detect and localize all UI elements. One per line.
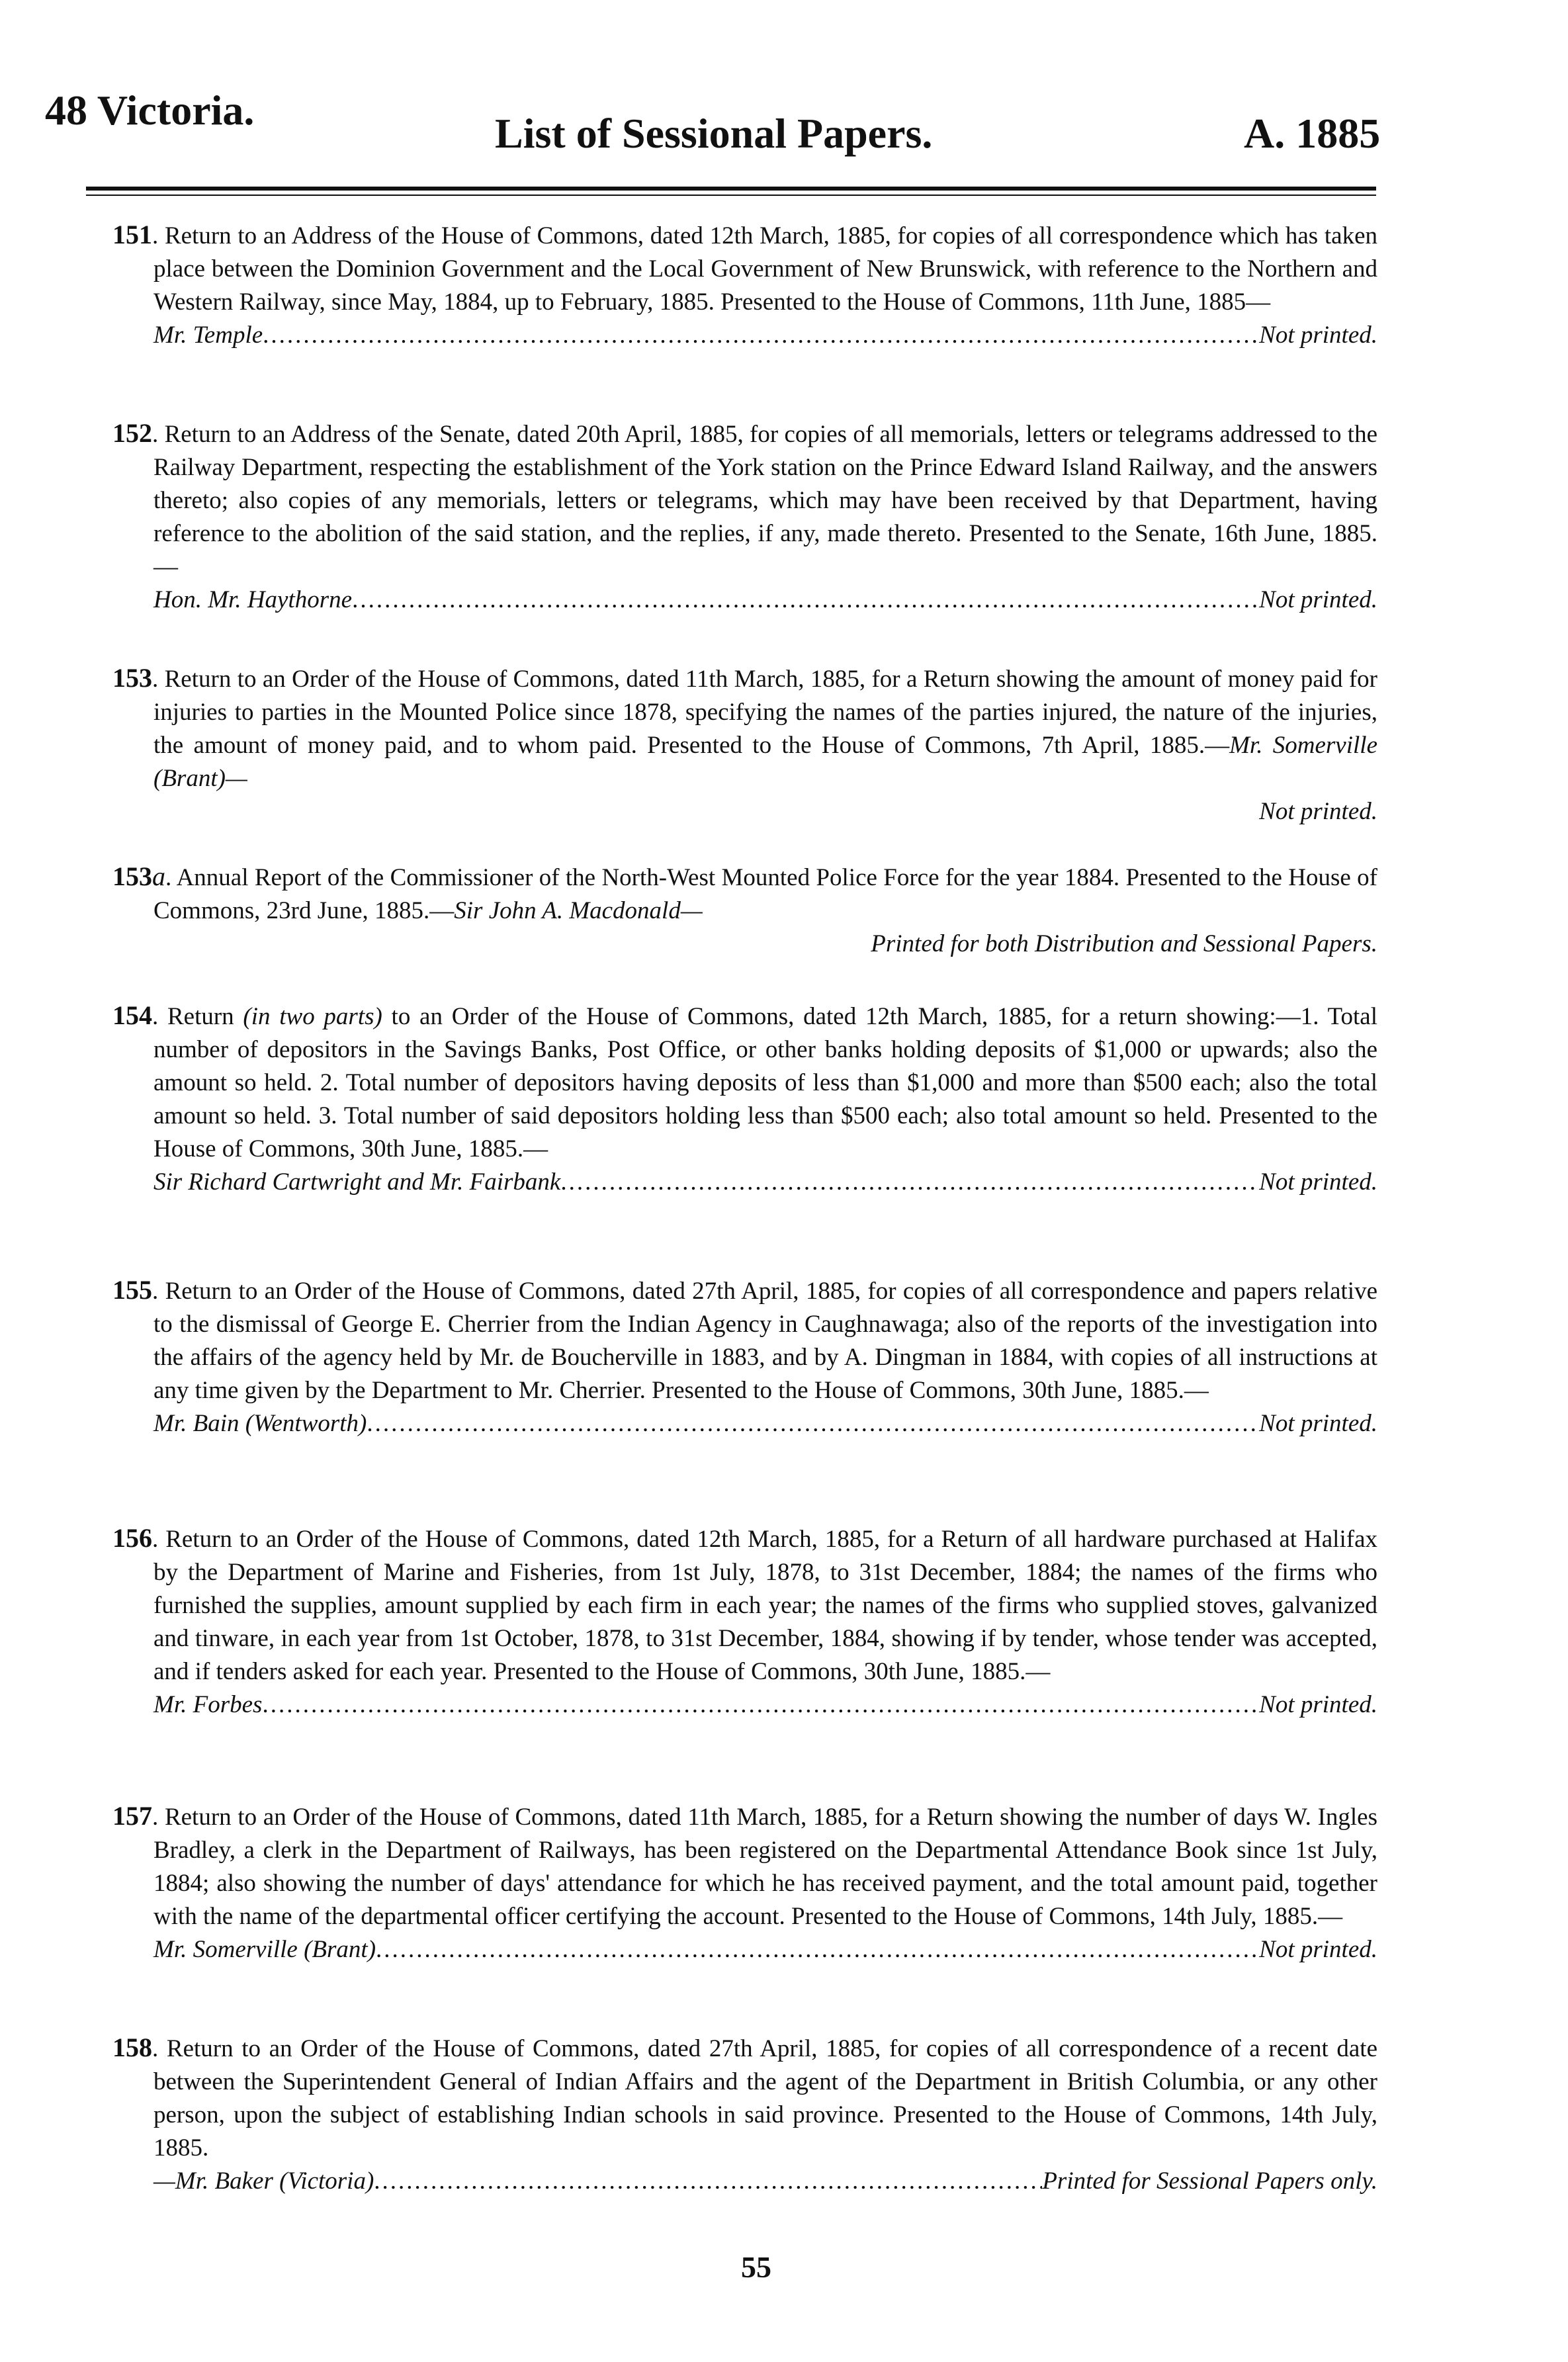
entry-parts-note: (in two parts): [243, 1003, 382, 1030]
entry-number-suffix: a: [152, 861, 165, 891]
entry-body: Return to an Address of the Senate, dated 20th April, 1885, for copies of all memorials, letters or telegrams addressed to the Railway Department, respecting the establishment of the York station on the Prince Edward Island Railway, and the answers thereto; also copies of any memorials, letters or telegrams, which may have been received by that Department, having reference to the abolition of the said station, and the replies, if any, made thereto. Presented to the Senate, 16th June, 1885.—: [153, 421, 1378, 580]
entry-footer: [153, 1933, 1377, 1966]
entry-number: 154: [112, 1000, 152, 1030]
entry-156: [112, 1522, 1377, 1722]
entry-body: Return to an Order of the House of Commons, dated 11th March, 1885, for a Return showing the amount of money paid for injuries to parties in the Mounted Police since 1878, specifying the names of the parties injured, the nature of the injuries, the amount of money paid, and to whom paid. Presented to the House of Commons, 7th April, 1885.—: [153, 666, 1378, 759]
entry-body: Annual Report of the Commissioner of the North-West Mounted Police Force for the year 1884. Presented to the House of Commons, 23rd June, 1885.—: [153, 864, 1377, 924]
leader-dots: [560, 1166, 1259, 1199]
entry-155: [112, 1274, 1378, 1440]
entry-footer: [153, 584, 1377, 617]
entry-footer: [153, 1688, 1377, 1722]
entry-text: 154. Return (in two parts) to an Order of the House of Commons, dated 12th March, 1885, for a return showing:—1. Total number of depositors in the Savings Banks, Post Office, or other banks holding deposits of $1,000 or upwards; also the amount so held. 2. Total number of depositors having deposits of less than $1,000 and more than $500 each; also the total amount so held. 3. Total number of said depositors holding less than $500 each; also total amount so held. Presented to the House of Commons, 30th June, 1885.—: [112, 1000, 1378, 1162]
entry-number: 152: [112, 418, 152, 448]
entry-158: [112, 2031, 1377, 2198]
entry-footer: [153, 319, 1377, 352]
leader-dots: [374, 2165, 1042, 2198]
entry-text: 151. Return to an Address of the House of Commons, dated 12th March, 1885, for copies of all correspondence which has taken place between the Dominion Government and the Local Government of New Brunswick, with reference to the Northern and Western Railway, since May, 1884, up to February, 1885. Presented to the House of Commons, 11th June, 1885—: [112, 220, 1378, 316]
entry-footer: [153, 928, 1377, 961]
entry-status: Printed for Sessional Papers only.: [1042, 2167, 1377, 2195]
entry-mover: —Mr. Baker (Victoria): [153, 2167, 374, 2195]
entry-status: Not printed.: [1259, 798, 1377, 825]
header-title: List of Sessional Papers.: [495, 110, 933, 157]
entry-footer: [153, 795, 1377, 828]
entry-status: Not printed.: [1259, 1691, 1377, 1718]
entry-status: Not printed.: [1259, 1168, 1377, 1196]
entry-mover: Mr. Temple: [153, 322, 263, 349]
entry-text: 153a. Annual Report of the Commissioner of the North-West Mounted Police Force for the year 1884. Presented to the House of Commons, 23rd June, 1885.—Sir John A. Macdonald—: [112, 861, 1377, 924]
entry-status: Not printed.: [1259, 1410, 1377, 1437]
entry-mover: Mr. Bain (Wentworth): [153, 1410, 367, 1437]
entry-footer: [153, 1166, 1377, 1199]
entry-number: 158: [112, 2033, 152, 2062]
entry-mover: Sir Richard Cartwright and Mr. Fairbank: [153, 1168, 561, 1196]
entry-body: Return to an Order of the House of Commons, dated 12th March, 1885, for a Return of all hardware purchased at Halifax by the Department of Marine and Fisheries, from 1st July, 1878, to 31st December, 1884; the names of the firms who furnished the supplies, amount supplied by each firm in each year; the names of the firms who supplied stoves, galvanized and tinware, in each year from 1st October, 1878, to 31st December, 1884, showing if by tender, whose tender was accepted, and if tenders asked for each year. Presented to the House of Commons, 30th June, 1885.—: [153, 1526, 1377, 1685]
entry-status: Not printed.: [1259, 1936, 1377, 1963]
entry-154: [112, 999, 1378, 1199]
entry-number: 155: [112, 1275, 152, 1305]
entry-text: 158. Return to an Order of the House of Commons, dated 27th April, 1885, for copies of all correspondence of a recent date between the Superintendent General of Indian Affairs and the agent of the Department in British Columbia, or any other person, upon the subject of establishing Indian schools in said province. Presented to the House of Commons, 14th July, 1885.: [112, 2033, 1377, 2162]
leader-dots: [367, 1407, 1259, 1440]
entry-body: to an Order of the House of Commons, dated 12th March, 1885, for a return showing:—1. Total number of depositors in the Savings Banks, Post Office, or other banks holding deposits of $1,000 or upwards; also the amount so held. 2. Total number of depositors having deposits of less than $1,000 and more than $500 each; also the total amount so held. 3. Total number of said depositors holding less than $500 each; also total amount so held. Presented to the House of Commons, 30th June, 1885.—: [153, 1003, 1378, 1162]
entry-footer: [153, 1407, 1377, 1440]
entry-151: [112, 218, 1378, 352]
entry-text: 153. Return to an Order of the House of Commons, dated 11th March, 1885, for a Return showing the amount of money paid for injuries to parties in the Mounted Police since 1878, specifying the names of the parties injured, the nature of the injuries, the amount of money paid, and to whom paid. Presented to the House of Commons, 7th April, 1885.—Mr. Somerville (Brant)—: [112, 663, 1378, 792]
entry-text: 155. Return to an Order of the House of Commons, dated 27th April, 1885, for copies of all correspondence and papers relative to the dismissal of George E. Cherrier from the Indian Agency in Caughnawaga; also of the reports of the investigation into the affairs of the agency held by Mr. de Boucherville in 1883, and by A. Dingman in 1884, with copies of all instructions at any time given by the Department to Mr. Cherrier. Presented to the House of Commons, 30th June, 1885.—: [112, 1275, 1378, 1404]
entry-text: 156. Return to an Order of the House of Commons, dated 12th March, 1885, for a Return of all hardware purchased at Halifax by the Department of Marine and Fisheries, from 1st July, 1878, to 31st December, 1884; the names of the firms who furnished the supplies, amount supplied by each firm in each year; the names of the firms who supplied stoves, galvanized and tinware, in each year from 1st October, 1878, to 31st December, 1884, showing if by tender, whose tender was accepted, and if tenders asked for each year. Presented to the House of Commons, 30th June, 1885.—: [112, 1523, 1377, 1685]
entry-mover: Sir John A. Macdonald—: [454, 897, 703, 924]
entry-status: Not printed.: [1259, 322, 1377, 349]
entry-text: 157. Return to an Order of the House of Commons, dated 11th March, 1885, for a Return showing the number of days W. Ingles Bradley, a clerk in the Department of Railways, has been registered on the Departmental Attendance Book since 1st July, 1884; also showing the number of days' attendance for which he has received payment, and the total amount paid, together with the name of the departmental officer certifying the account. Presented to the House of Commons, 14th July, 1885.—: [112, 1801, 1378, 1930]
leader-dots: [352, 584, 1259, 617]
entry-number: 151: [112, 220, 152, 249]
leader-dots: [263, 319, 1259, 352]
entry-mover: Hon. Mr. Haythorne: [153, 586, 353, 613]
entry-text: 152. Return to an Address of the Senate, dated 20th April, 1885, for copies of all memorials, letters or telegrams addressed to the Railway Department, respecting the establishment of the York station on the Prince Edward Island Railway, and the answers thereto; also copies of any memorials, letters or telegrams, which may have been received by that Department, having reference to the abolition of the said station, and the replies, if any, made thereto. Presented to the Senate, 16th June, 1885.—: [112, 418, 1378, 580]
entry-number: 156: [112, 1523, 152, 1553]
entry-153a: [112, 860, 1377, 961]
header-year: A. 1885: [1244, 110, 1381, 157]
entry-body: Return to an Order of the House of Commons, dated 11th March, 1885, for a Return showing the number of days W. Ingles Bradley, a clerk in the Department of Railways, has been registered on the Departmental Attendance Book since 1st July, 1884; also showing the number of days' attendance for which he has received payment, and the total amount paid, together with the name of the departmental officer certifying the account. Presented to the House of Commons, 14th July, 1885.—: [153, 1804, 1378, 1930]
page-number: 55: [741, 2250, 771, 2284]
entry-number: 157: [112, 1801, 152, 1831]
leader-dots: [262, 1688, 1259, 1722]
entry-status: Printed for both Distribution and Sessional Papers.: [871, 930, 1377, 957]
entry-mover: Mr. Forbes: [153, 1691, 263, 1718]
entry-number: 153: [112, 663, 152, 693]
entry-157: [112, 1800, 1378, 1966]
leader-dots: [376, 1933, 1259, 1966]
entry-153: [112, 662, 1378, 828]
entry-152: [112, 417, 1378, 617]
entry-body: Return to an Order of the House of Commons, dated 27th April, 1885, for copies of all correspondence of a recent date between the Superintendent General of Indian Affairs and the agent of the Department in British Columbia, or any other person, upon the subject of establishing Indian schools in said province. Presented to the House of Commons, 14th July, 1885.: [153, 2035, 1377, 2162]
entry-status: Not printed.: [1259, 586, 1377, 613]
entry-number: 153a: [112, 861, 165, 891]
header-session: 48 Victoria.: [45, 87, 255, 134]
entry-footer: [153, 2165, 1377, 2198]
entry-body: Return to an Order of the House of Commons, dated 27th April, 1885, for copies of all correspondence and papers relative to the dismissal of George E. Cherrier from the Indian Agency in Caughnawaga; also of the reports of the investigation into the affairs of the agency held by Mr. de Boucherville in 1883, and by A. Dingman in 1884, with copies of all instructions at any time given by the Department to Mr. Cherrier. Presented to the House of Commons, 30th June, 1885.—: [153, 1278, 1378, 1404]
entry-mover: Mr. Somerville (Brant)—: [153, 732, 1377, 792]
entry-mover: Mr. Somerville (Brant): [153, 1936, 376, 1963]
entry-body-prefix: Return: [167, 1003, 243, 1030]
entry-body: Return to an Address of the House of Commons, dated 12th March, 1885, for copies of all correspondence which has taken place between the Dominion Government and the Local Government of New Brunswick, with reference to the Northern and Western Railway, since May, 1884, up to February, 1885. Presented to the House of Commons, 11th June, 1885—: [153, 222, 1378, 316]
